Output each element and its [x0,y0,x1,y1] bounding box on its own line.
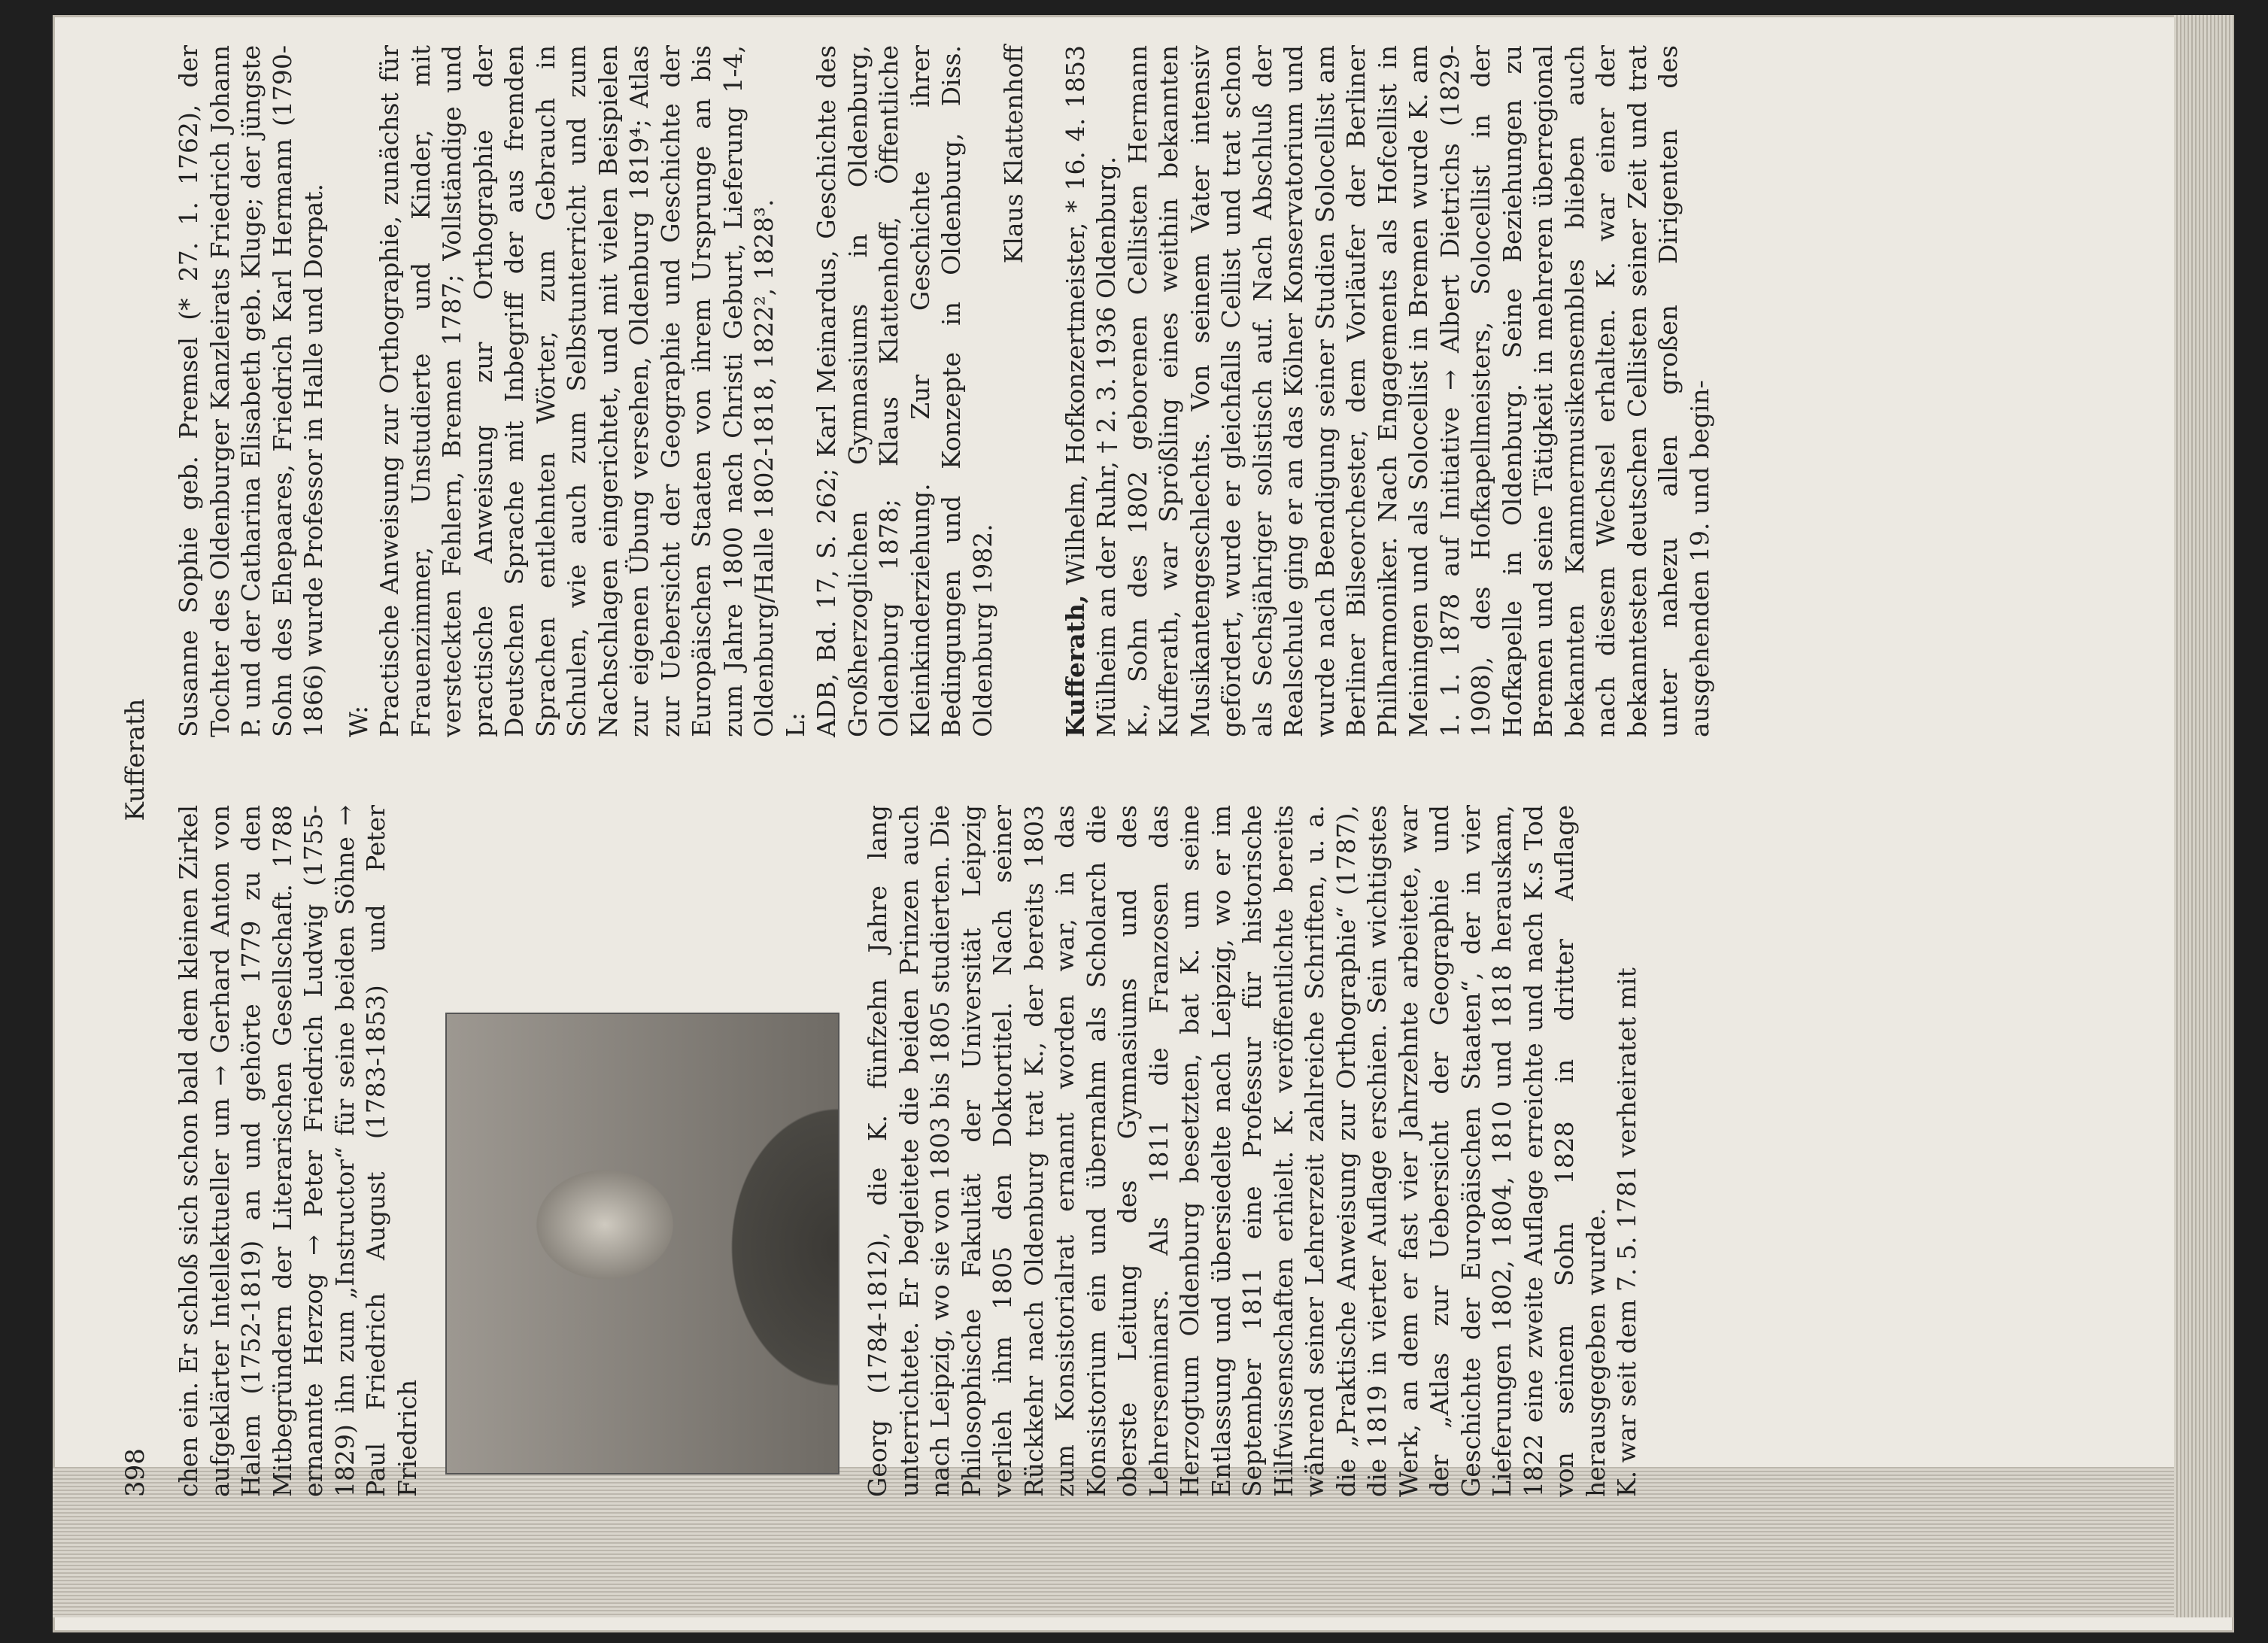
entry-intro: Wilhelm, Hofkonzertmeister, * 16. 4. 1853 Mülheim an der Ruhr, † 2. 3. 1936 Oldenburg. [1060,45,1121,737]
literature-list: ADB, Bd. 17, S. 262; Karl Meinardus, Geschichte des Großherzoglichen Gymnasiums in Oldenburg, Oldenburg 1878; Klaus Klattenhoff, Öffentliche Kleinkinderziehung. Zur Geschichte ihrer Bedingungen und Konzepte in Oldenburg, Diss. Oldenburg 1982. [812,45,997,737]
paragraph: chen ein. Er schloß sich schon bald dem kleinen Zirkel aufgeklärter Intellektueller um → Gerhard Anton von Halem (1752-1819) an und gehörte 1779 zu den Mitbegründern der Literarischen Gesellschaft. 1788 ernannte Herzog → Peter Friedrich Ludwig (1755-1829) ihn zum „Instructor“ für seine beiden Söhne → Paul Friedrich August (1783-1853) und Peter Friedrich [174,805,422,1497]
rotated-page [105,23,2121,1497]
literature-label: L: [780,712,810,737]
author-signature: Klaus Klattenhoff [999,45,1028,264]
paragraph: K. war seit dem 7. 5. 1781 verheiratet mit [1612,967,1641,1497]
paragraph: Susanne Sophie geb. Premsel (* 27. 1. 1762), der Tochter des Oldenburger Kanzleirats Friedrich Johann P. und der Catharina Elisabeth geb. Kluge; der jüngste Sohn des Ehepaares, Friedrich Karl Hermann (1790-1866) wurde Professor in Halle und Dorpat. [174,45,328,737]
entry-name: Kufferath, [1060,594,1090,737]
paragraph: Georg (1784-1812), die K. fünfzehn Jahre lang unterrichtete. Er begleitete die beiden Prinzen auch nach Leipzig, wo sie von 1803 bis 1805 studierten. Die Philosophische Fakultät der Universität Leipzig verlieh ihm 1805 den Doktortitel. Nach seiner Rückkehr nach Oldenburg trat K., der bereits 1803 zum Konsistorialrat ernannt worden war, in das Konsistorium ein und übernahm als Scholarch die oberste Leitung des Gymnasiums und des Lehrerseminars. Als 1811 die Franzosen das Herzogtum Oldenburg besetzten, bat K. um seine Entlassung und übersiedelte nach Leipzig, wo er im September 1811 eine Professur für historische Hilfwissenschaften erhielt. K. veröffentlichte bereits während seiner Lehrerzeit zahlreiche Schriften, u. a. die „Praktische Anweisung zur Orthographie“ (1787), die 1819 in vierter Auflage erschien. Sein wichtigstes Werk, an dem er fast vier Jahrzehnte arbeitete, war der „Atlas zur Uebersicht der Geographie und Geschichte der Europäischen Staaten“, der in vier Lieferungen 1802, 1804, 1810 und 1818 herauskam, 1822 eine zweite Auflage erreichte und nach K.s Tod von seinem Sohn 1828 in dritter Auflage herausgegeben wurde. [863,805,1611,1497]
works-list: Practische Anweisung zur Orthographie, zunächst für Frauenzimmer, Unstudierte und Kinder, mit versteckten Fehlern, Bremen 1787; Vollständige und practische Anweisung zur Orthographie der Deutschen Sprache mit Inbegriff der aus fremden Sprachen entlehnten Wörter, zum Gebrauch in Schulen, wie auch zum Selbstunterricht und zum Nachschlagen eingerichtet, und mit vielen Beispielen zur eigenen Übung versehen, Oldenburg 1819⁴; Atlas zur Uebersicht der Geographie und Geschichte der Europäischen Staaten von ihrem Ursprunge an bis zum Jahre 1800 nach Christi Geburt, Lieferung 1-4, Oldenburg/Halle 1802-1818, 1822², 1828³. [375,45,779,737]
page-edges-side [2174,15,2234,1617]
portrait-image [445,1013,839,1474]
left-column [173,805,1643,1497]
page-header [120,23,165,1497]
entry-heading [1060,45,1122,737]
running-title: Kufferath [120,698,150,822]
right-column [173,45,1715,737]
entry-body: K., Sohn des 1802 geborenen Cellisten Hermann Kufferath, war Sprößling eines weithin bekannten Musikantengeschlechts. Von seinem Vater intensiv gefördert, wurde er gleichfalls Cellist und trat schon als Sechsjähriger solistisch auf. Nach Abschluß der Realschule ging er an das Kölner Konservatorium und wurde nach Beendigung seiner Studien Solocellist am Berliner Bilseorchester, dem Vorläufer der Berliner Philharmoniker. Nach Engagements als Hofcellist in Meiningen und als Solocellist in Bremen wurde K. am 1. 1. 1878 auf Initiative → Albert Dietrichs (1829-1908), des Hofkapellmeisters, Solocellist in der Hofkapelle in Oldenburg. Seine Beziehungen zu Bremen und seine Tätigkeit in mehreren überregional bekannten Kammermusikensembles blieben auch nach diesem Wechsel erhalten. K. war einer der bekanntesten deutschen Cellisten seiner Zeit und trat unter nahezu allen großen Dirigenten des ausgehenden 19. und begin- [1122,45,1714,737]
works-label: W: [343,705,373,737]
page-number: 398 [120,1448,150,1497]
